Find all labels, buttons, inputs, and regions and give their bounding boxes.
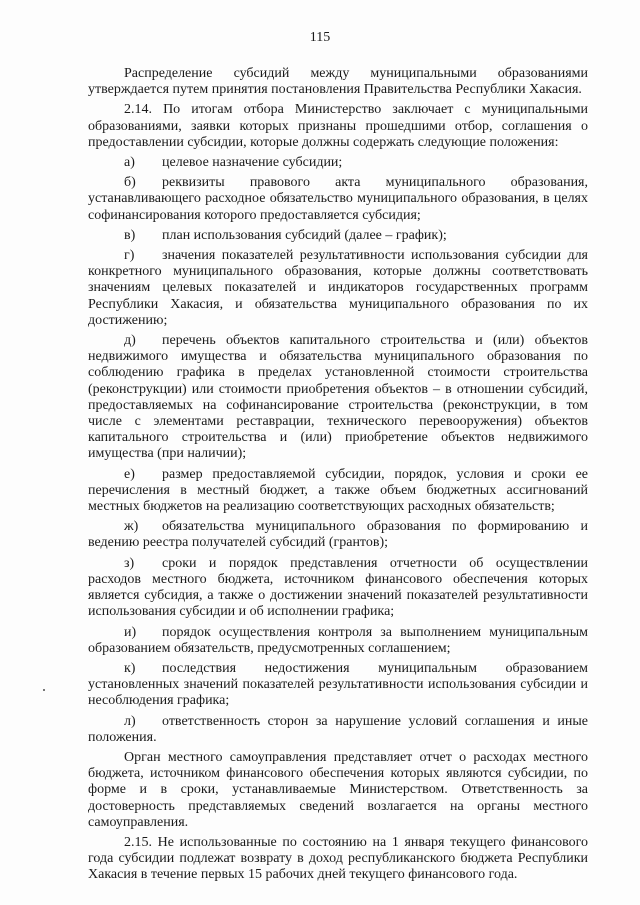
scan-speck bbox=[43, 689, 45, 691]
list-item-text: целевое назначение субсидии; bbox=[162, 155, 343, 171]
list-item bbox=[88, 661, 588, 710]
list-item bbox=[88, 175, 588, 224]
list-item-text: размер предоставляемой субсидии, порядок, условия и сроки ее перечисления в местный бюджет, а также объем бюджетных ассигнований местных бюджетов на реализацию соответствующих расходных обязательств; bbox=[88, 466, 588, 515]
intro-paragraph: Распределение субсидий между муниципальными образованиями утверждается путем принятия постановления Правительства Республики Хакасия. bbox=[88, 66, 588, 98]
list-item bbox=[88, 155, 588, 171]
list-item-text: ответственность сторон за нарушение условий соглашения и иные положения. bbox=[88, 713, 588, 745]
list-item-text: обязательства муниципального образования по формированию и ведению реестра получателей субсидий (грантов); bbox=[88, 519, 588, 551]
list-item-marker: з) bbox=[124, 555, 135, 571]
page-number: 115 bbox=[309, 30, 331, 45]
list-item bbox=[88, 333, 588, 463]
section-2-15-paragraph: 2.15. Не использованные по состоянию на 1 января текущего финансового года субсидии подлежат возврату в доход республиканского бюджета Республики Хакасия в течение первых 15 рабочих дней текущего финансового года. bbox=[88, 834, 588, 883]
list-item-marker: г) bbox=[124, 248, 135, 264]
list-item-marker: а) bbox=[124, 155, 135, 171]
list-item-text: сроки и порядок представления отчетности об осуществлении расходов местного бюджета, источником финансового обеспечения которых является субсидия, а также о достижении значений показателей результативности использования субсидии и об исполнении графика; bbox=[88, 555, 588, 620]
list-item bbox=[88, 625, 588, 657]
list-item-text: план использования субсидий (далее – график); bbox=[162, 227, 447, 243]
list-item bbox=[88, 556, 588, 621]
list-item-marker: л) bbox=[124, 713, 136, 729]
list-item bbox=[88, 228, 588, 244]
list-item-marker: к) bbox=[124, 660, 136, 676]
list-item-text: порядок осуществления контроля за выполнением муниципальным образованием обязательств, предусмотренных соглашением; bbox=[88, 624, 588, 656]
list-item-marker: и) bbox=[124, 624, 137, 640]
report-paragraph: Орган местного самоуправления представляет отчет о расходах местного бюджета, источником финансового обеспечения которых являются субсидии, по форме и в сроки, устанавливаемые Министерством. Ответственность за достоверность представляемых сведений возлагается на органы местного самоуправления. bbox=[88, 749, 588, 830]
list-item bbox=[88, 714, 588, 746]
list-item-marker: е) bbox=[124, 466, 135, 482]
list-item-marker: б) bbox=[124, 175, 136, 191]
list-item-text: перечень объектов капитального строительства и (или) объектов недвижимого имущества и обязательства муниципального образования по соблюдению графика в пределах установленной стоимости строительства (реконструкции) или стоимости приобретения объектов – в отношении субсидий, предоставляемых на софинансирование строительства (реконструкции, в том числе с элементами реставрации, технического перевооружения) объектов капитального строительства и (или) приобретение объектов недвижимого имущества (при наличии); bbox=[88, 333, 588, 462]
list-item bbox=[88, 467, 588, 516]
document-body bbox=[88, 66, 588, 888]
list-item-text: последствия недостижения муниципальным образованием установленных значений показателей результативности использования субсидии и несоблюдения графика; bbox=[88, 660, 588, 709]
list-item-text: значения показателей результативности использования субсидии для конкретного муниципального образования, которые должны соответствовать значениям целевых показателей и индикаторов государственных программ Республики Хакасия, и обязательства муниципального образования по их достижению; bbox=[88, 248, 588, 328]
list-item bbox=[88, 248, 588, 329]
list-item bbox=[88, 519, 588, 551]
list-item-text: реквизиты правового акта муниципального образования, устанавливающего расходное обязательство муниципального образования, в целях софинансирования которого предоставляется субсидия; bbox=[88, 175, 588, 223]
list-item-marker: в) bbox=[124, 227, 136, 243]
list-item-marker: ж) bbox=[124, 519, 139, 535]
section-2-14-paragraph: 2.14. По итогам отбора Министерство заключает с муниципальными образованиями, заявки которых признаны прошедшими отбор, соглашения о предоставлении субсидии, которые должны содержать следующие положения: bbox=[88, 102, 588, 150]
list-item-marker: д) bbox=[124, 333, 136, 349]
